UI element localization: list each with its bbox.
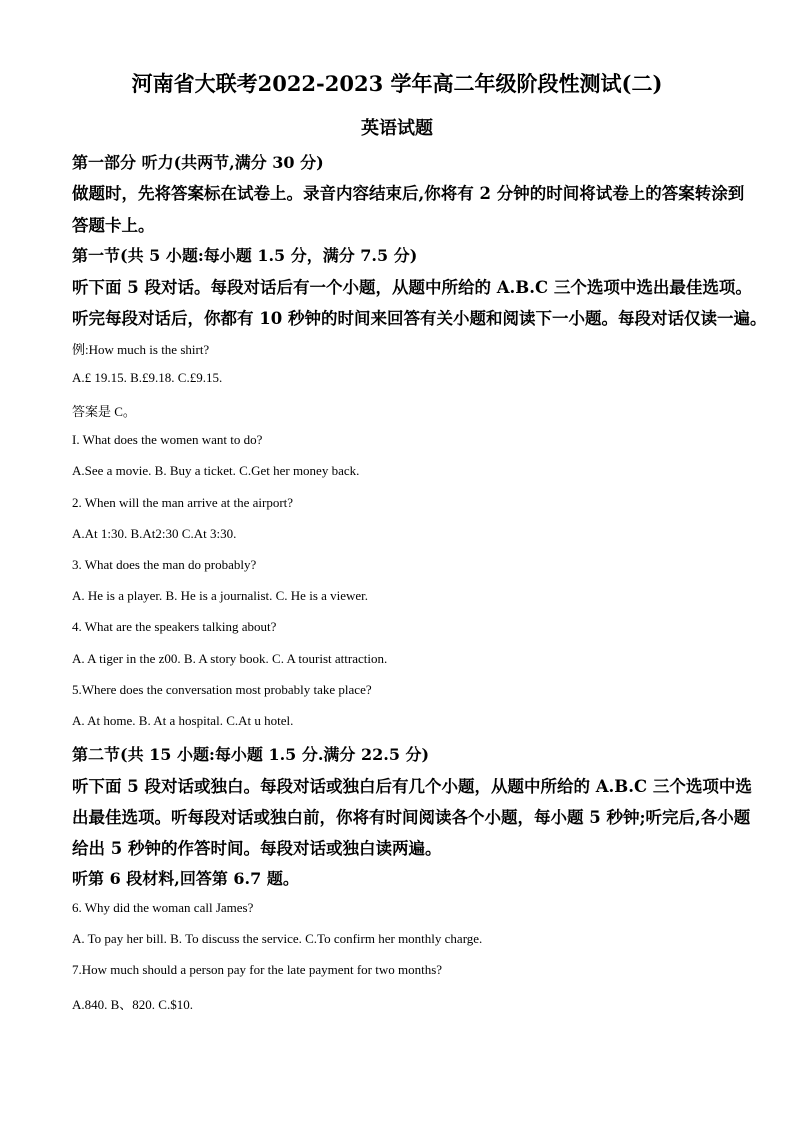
question-6: 6. Why did the woman call James? [72,900,254,915]
section2-instructions-line1: 听下面 5 段对话或独白。每段对话或独白后有几个小题，从题中所给的 A.B.C 三个选项中选 [72,777,752,796]
part1-instructions-line1: 做题时，先将答案标在试卷上。录音内容结束后,你将有 2 分钟的时间将试卷上的答案转涂到 [72,184,745,203]
example-question: 例:How much is the shirt? [72,342,210,357]
question-4-options: A. A tiger in the z00. B. A story book. C. A tourist attraction. [72,651,388,666]
section2-heading: 第二节(共 15 小题:每小题 1.5 分.满分 22.5 分) [72,745,430,764]
example-answer: 答案是 C。 [72,404,136,419]
question-4: 4. What are the speakers talking about? [72,619,277,634]
part1-instructions-line2: 答题卡上。 [72,216,155,235]
exam-subtitle: 英语试题 [361,118,433,139]
question-7: 7.How much should a person pay for the late payment for two months? [72,962,443,977]
question-1-options: A.See a movie. B. Buy a ticket. C.Get her money back. [72,463,360,478]
section1-heading: 第一节(共 5 小题:每小题 1.5 分，满分 7.5 分) [72,246,418,265]
question-5: 5.Where does the conversation most probably take place? [72,682,372,697]
question-2-options: A.At 1:30. B.At2:30 C.At 3:30. [72,526,237,541]
exam-title: 河南省大联考2022-2023 学年高二年级阶段性测试(二) [131,71,663,96]
question-3-options: A. He is a player. B. He is a journalist. C. He is a viewer. [72,588,369,603]
material-6-heading: 听第 6 段材料,回答第 6.7 题。 [72,869,299,888]
section2-instructions-line2: 出最佳选项。听每段对话或独白前，你将有时间阅读各个小题，每小题 5 秒钟;听完后,各小题 [72,808,751,827]
question-3: 3. What does the man do probably? [72,557,257,572]
question-6-options: A. To pay her bill. B. To discuss the service. C.To confirm her monthly charge. [72,931,483,946]
section2-instructions-line3: 给出 5 秒钟的作答时间。每段对话或独白读两遍。 [72,839,442,858]
question-2: 2. When will the man arrive at the airport? [72,495,294,510]
question-7-options: A.840. B、820. C.$10. [72,997,193,1012]
question-1: I. What does the women want to do? [72,432,263,447]
section1-instructions-line2: 听完每段对话后，你都有 10 秒钟的时间来回答有关小题和阅读下一小题。每段对话仅读一遍。 [72,309,767,328]
part1-heading: 第一部分 听力(共两节,满分 30 分) [72,153,324,172]
question-5-options: A. At home. B. At a hospital. C.At u hotel. [72,713,294,728]
section1-instructions-line1: 听下面 5 段对话。每段对话后有一个小题，从题中所给的 A.B.C 三个选项中选出最佳选项。 [72,278,752,297]
example-options: A.£ 19.15. B.£9.18. C.£9.15. [72,370,223,385]
